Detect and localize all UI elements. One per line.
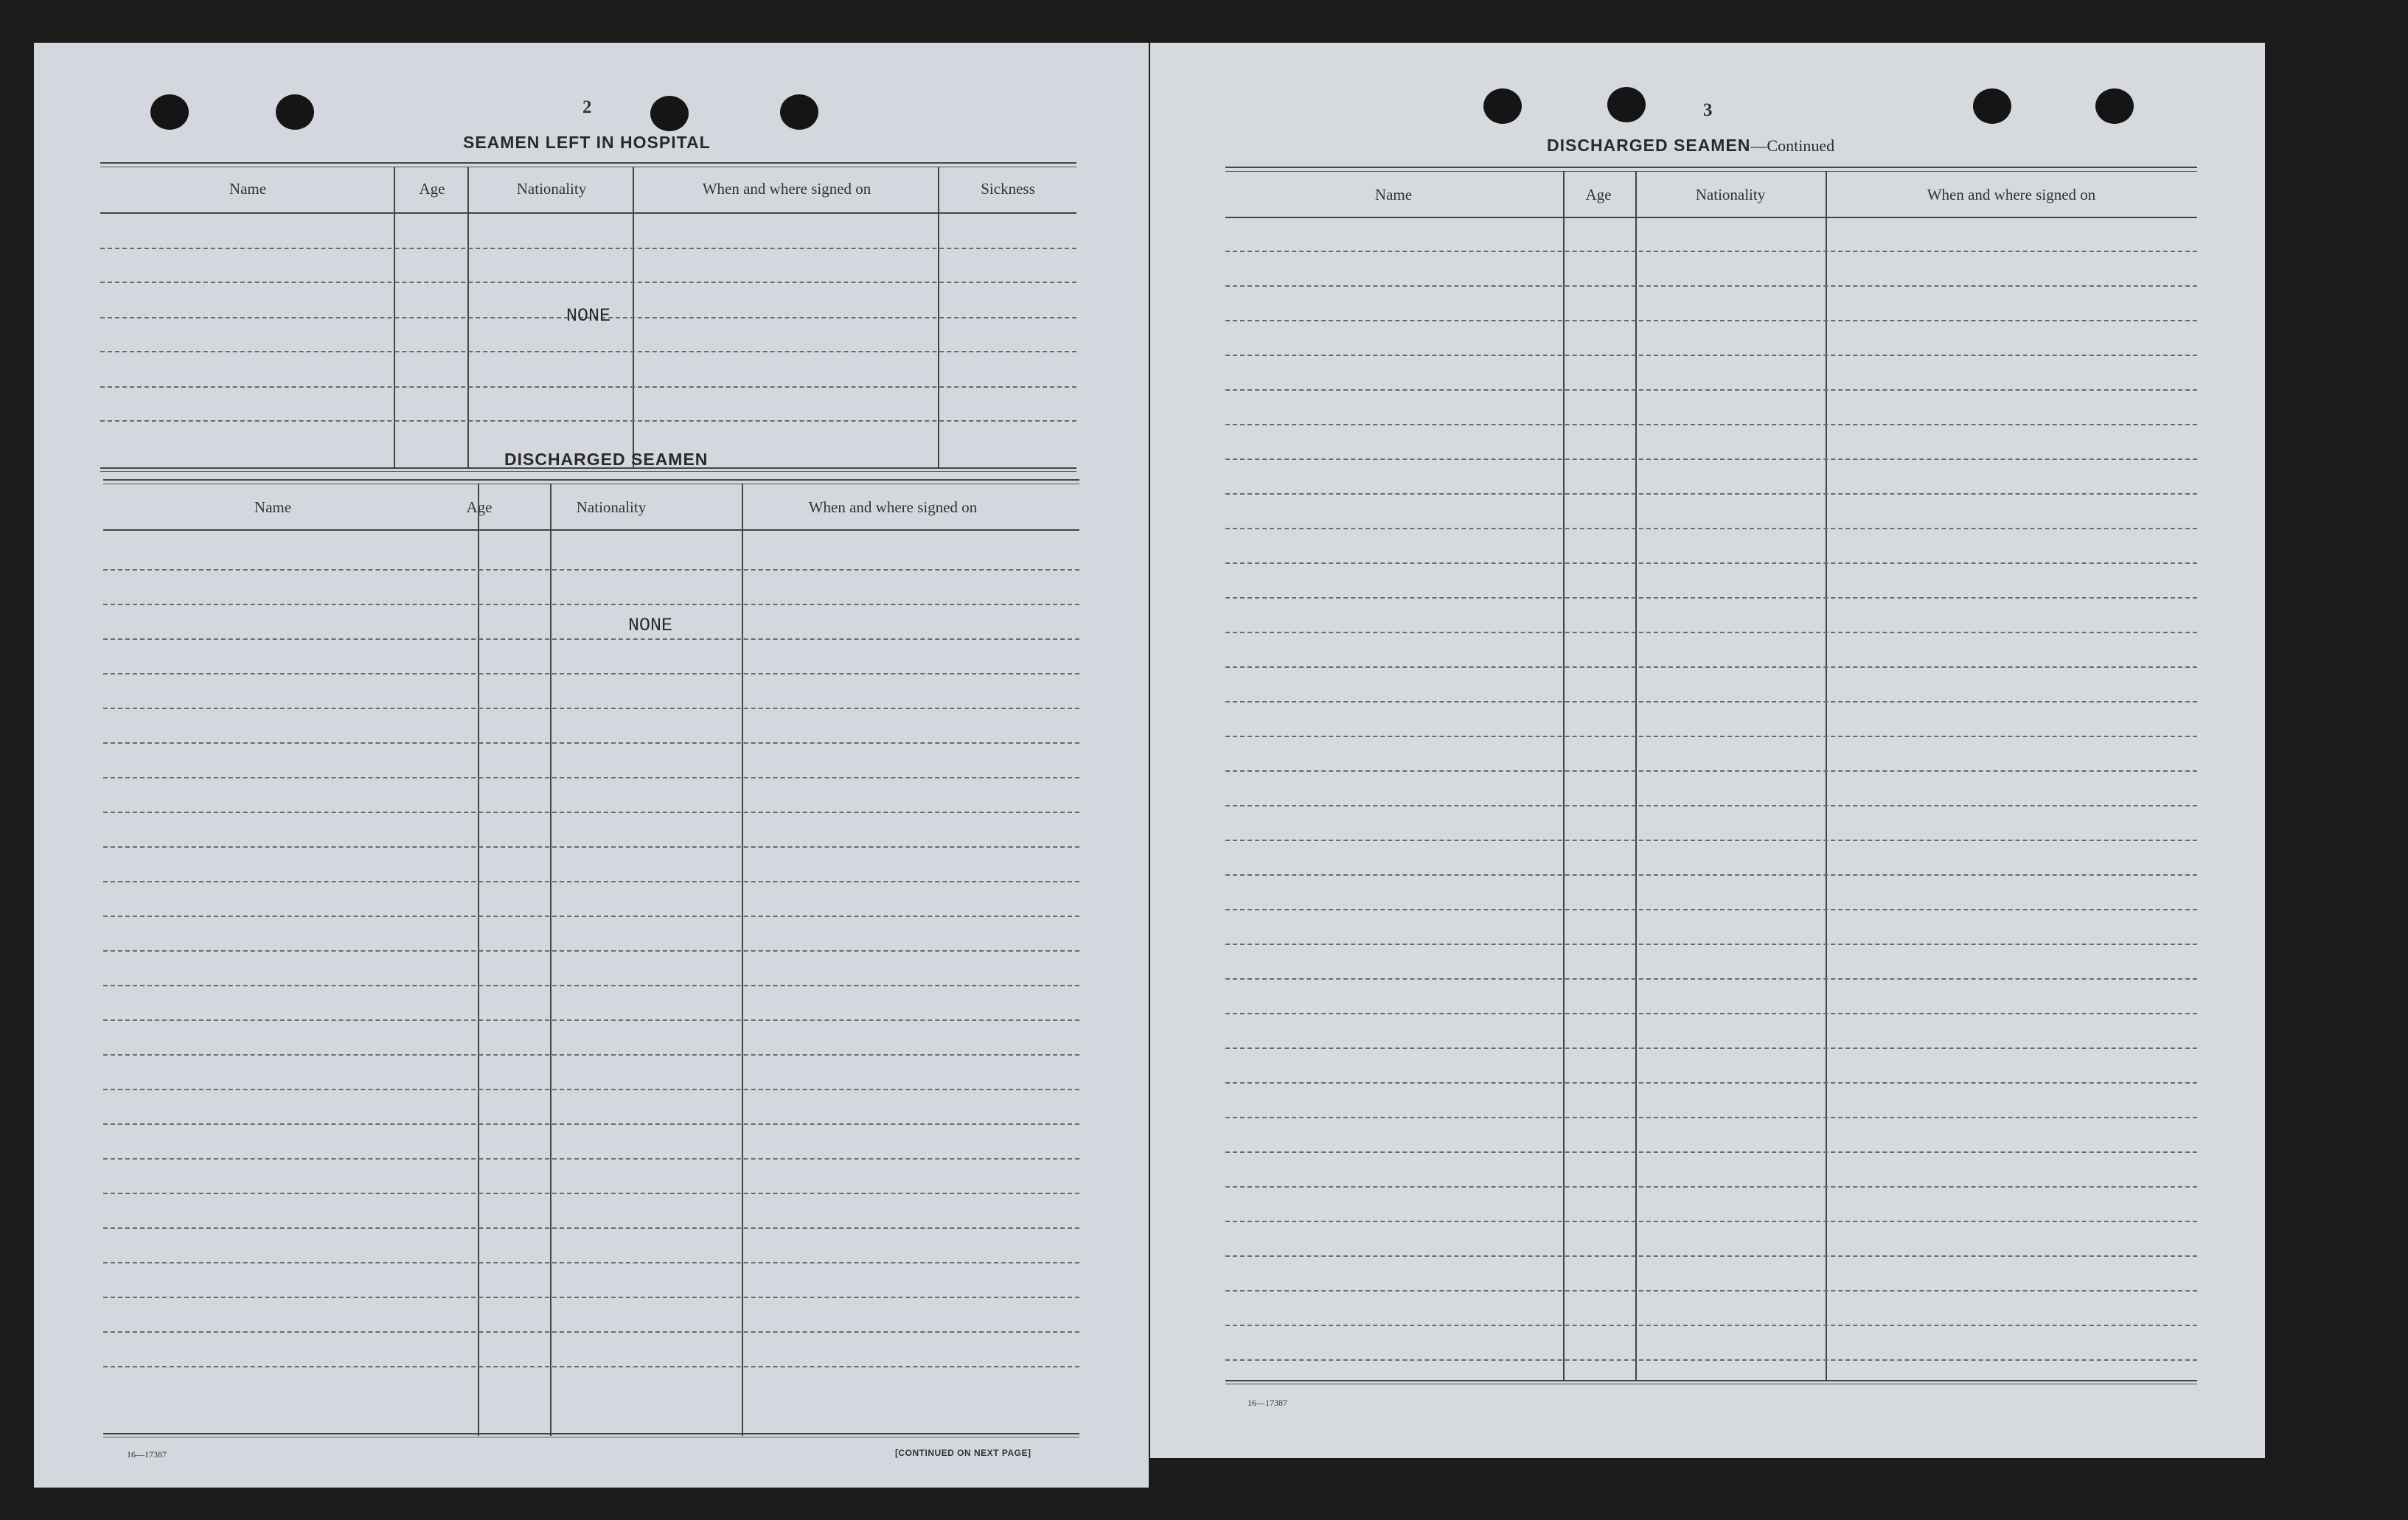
ruled-line xyxy=(1225,1359,2197,1361)
ruled-line xyxy=(103,742,1079,744)
ruled-line xyxy=(103,1331,1079,1333)
ruled-line xyxy=(103,638,1079,640)
ruled-line xyxy=(1225,1013,2197,1014)
continued-footnote: [CONTINUED ON NEXT PAGE] xyxy=(895,1448,1031,1458)
form-number: 16—17387 xyxy=(127,1449,167,1460)
column-header-nationality: Nationality xyxy=(1695,186,1766,203)
ruled-line xyxy=(1225,978,2197,980)
ruled-line xyxy=(1225,320,2197,321)
ruled-line xyxy=(1225,1186,2197,1188)
ruled-line xyxy=(1225,1047,2197,1049)
ruled-line xyxy=(103,1297,1079,1298)
ruled-line xyxy=(103,812,1079,813)
ruled-line xyxy=(103,1366,1079,1367)
discharged-entry-none: NONE xyxy=(628,615,673,636)
ruled-line xyxy=(103,1262,1079,1263)
column-header-name: Name xyxy=(254,498,292,516)
discharged-continued-title: DISCHARGED SEAMEN—Continued xyxy=(1547,136,1835,155)
ruled-line xyxy=(103,1089,1079,1090)
column-header-signed-on: When and where signed on xyxy=(702,180,871,198)
ruled-line xyxy=(103,604,1079,605)
ruled-line xyxy=(1225,528,2197,529)
ruled-line xyxy=(1225,459,2197,460)
column-header-nationality: Nationality xyxy=(516,180,587,198)
ruled-line xyxy=(1225,1082,2197,1084)
punch-hole xyxy=(150,94,189,130)
punch-hole xyxy=(1973,88,2011,124)
ruled-line xyxy=(1225,701,2197,703)
ruled-line xyxy=(103,916,1079,917)
ruled-line xyxy=(1225,840,2197,841)
ruled-line xyxy=(1225,1117,2197,1118)
ruled-line xyxy=(103,985,1079,986)
ruled-line xyxy=(103,1227,1079,1229)
column-header-nationality: Nationality xyxy=(576,498,647,516)
ruled-line xyxy=(103,1019,1079,1021)
ruled-line xyxy=(1225,1290,2197,1291)
ruled-line xyxy=(1225,770,2197,772)
column-header-signed-on: When and where signed on xyxy=(808,498,978,516)
ruled-line xyxy=(1225,1325,2197,1326)
ruled-line xyxy=(1225,355,2197,356)
ruled-line xyxy=(1225,944,2197,945)
hospital-table xyxy=(100,162,1076,473)
page-number: 3 xyxy=(1703,100,1713,120)
ruled-line xyxy=(1225,1151,2197,1153)
column-header-name: Name xyxy=(1374,186,1413,203)
hospital-entry-none: NONE xyxy=(566,305,611,327)
ruled-line xyxy=(103,777,1079,778)
discharged-table xyxy=(103,479,1079,1442)
ruled-line xyxy=(103,881,1079,882)
ruled-line xyxy=(1225,666,2197,668)
column-header-name: Name xyxy=(229,180,267,198)
punch-hole xyxy=(276,94,314,130)
discharged-section-title: DISCHARGED SEAMEN xyxy=(504,450,709,469)
ruled-line xyxy=(103,1158,1079,1160)
form-number: 16—17387 xyxy=(1248,1398,1287,1408)
ruled-line xyxy=(103,673,1079,674)
ruled-line xyxy=(103,708,1079,709)
discharged-continued-table xyxy=(1225,167,2197,1389)
column-header-age: Age xyxy=(466,498,493,516)
ruled-line xyxy=(1225,285,2197,287)
ruled-line xyxy=(1225,1221,2197,1222)
ruled-line xyxy=(1225,597,2197,599)
ruled-line xyxy=(1225,805,2197,806)
punch-hole xyxy=(1483,88,1522,124)
left-page xyxy=(34,43,1149,1488)
ruled-line xyxy=(103,846,1079,848)
ruled-line xyxy=(1225,1255,2197,1257)
ruled-line xyxy=(103,1123,1079,1125)
ruled-line xyxy=(103,569,1079,571)
ruled-line xyxy=(103,1193,1079,1194)
ruled-line xyxy=(1225,736,2197,737)
punch-hole xyxy=(2095,88,2134,124)
ruled-line xyxy=(1225,909,2197,910)
hospital-section-title: SEAMEN LEFT IN HOSPITAL xyxy=(463,133,711,152)
right-page xyxy=(1150,43,2265,1458)
ruled-line xyxy=(103,1054,1079,1056)
ruled-line xyxy=(1225,251,2197,252)
ruled-line xyxy=(103,950,1079,952)
ruled-line xyxy=(1225,562,2197,564)
punch-hole xyxy=(650,96,689,131)
column-header-sickness: Sickness xyxy=(981,180,1035,198)
punch-hole xyxy=(1607,87,1646,122)
column-header-age: Age xyxy=(419,180,445,198)
punch-hole xyxy=(780,94,818,130)
ruled-line xyxy=(1225,493,2197,495)
ruled-line xyxy=(1225,632,2197,633)
column-header-signed-on: When and where signed on xyxy=(1927,186,2096,203)
ruled-line xyxy=(1225,874,2197,876)
page-number: 2 xyxy=(582,97,592,117)
ruled-line xyxy=(1225,389,2197,391)
column-header-age: Age xyxy=(1585,186,1612,203)
ruled-line xyxy=(1225,424,2197,425)
